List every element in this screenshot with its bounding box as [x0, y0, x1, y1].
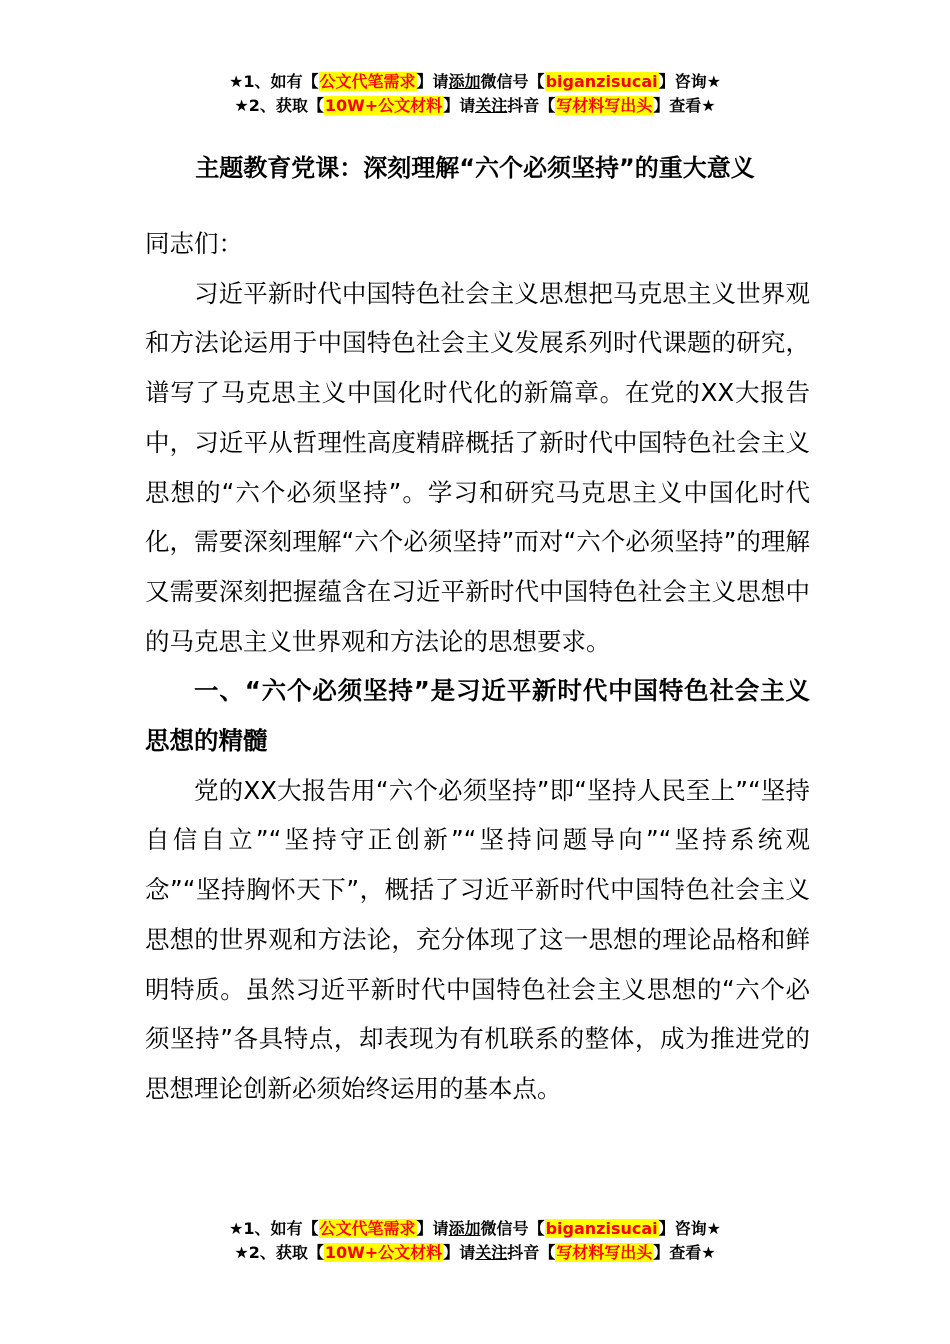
promo-highlight-wechat: biganzisucai — [545, 1219, 658, 1238]
promo-line-1 — [0, 1217, 950, 1241]
bottom-promo-banner — [0, 1217, 950, 1265]
promo-line-1-prefix: ★1、如有【 — [229, 1219, 319, 1238]
promo-line-1-text-2: 微信号【 — [480, 1219, 545, 1238]
promo-highlight-douyin: 写材料写出头 — [556, 1243, 653, 1262]
promo-line-1-text-2: 微信号【 — [480, 72, 545, 91]
promo-highlight-wechat: biganzisucai — [545, 72, 658, 91]
promo-highlight-service: 公文代笔需求 — [319, 72, 416, 91]
promo-line-2-prefix: ★2、获取【 — [234, 1243, 324, 1262]
promo-line-2-prefix: ★2、获取【 — [234, 96, 324, 115]
promo-line-1 — [0, 70, 950, 94]
promo-line-1-suffix: 】咨询★ — [658, 72, 721, 91]
promo-line-2-underline: 关注 — [475, 96, 508, 115]
section-heading-1: 一、“六个必须坚持”是习近平新时代中国特色社会主义思想的精髓 — [145, 676, 810, 756]
document-title: 主题教育党课：深刻理解“六个必须坚持”的重大意义 — [195, 154, 755, 182]
promo-line-1-prefix: ★1、如有【 — [229, 72, 319, 91]
promo-line-1-suffix: 】咨询★ — [658, 1219, 721, 1238]
promo-line-2-suffix: 】查看★ — [653, 96, 716, 115]
promo-highlight-douyin: 写材料写出头 — [556, 96, 653, 115]
promo-line-1-text: 】请 — [416, 72, 449, 91]
promo-line-2-text: 】请 — [443, 96, 476, 115]
document-body — [145, 219, 810, 1114]
promo-line-1-underline: 添加 — [448, 1219, 481, 1238]
top-promo-banner — [0, 70, 950, 118]
promo-line-2-text: 】请 — [443, 1243, 476, 1262]
promo-highlight-materials: 10W+公文材料 — [324, 1243, 443, 1262]
promo-highlight-materials: 10W+公文材料 — [324, 96, 443, 115]
promo-line-2-suffix: 】查看★ — [653, 1243, 716, 1262]
promo-line-1-text: 】请 — [416, 1219, 449, 1238]
promo-line-2 — [0, 1241, 950, 1265]
promo-line-2 — [0, 94, 950, 118]
promo-line-1-underline: 添加 — [448, 72, 481, 91]
promo-line-2-text-2: 抖音【 — [507, 96, 556, 115]
salutation: 同志们： — [145, 229, 243, 258]
paragraph-1: 习近平新时代中国特色社会主义思想把马克思主义世界观和方法论运用于中国特色社会主义发展系列时代课题的研究，谱写了马克思主义中国化时代化的新篇章。在党的XX大报告中，习近平从哲理性高度精辟概括了新时代中国特色社会主义思想的“六个必须坚持”。学习和研究马克思主义中国化时代化，需要深刻理解“六个必须坚持”而对“六个必须坚持”的理解又需要深刻把握蕴含在习近平新时代中国特色社会主义思想中的马克思主义世界观和方法论的思想要求。 — [145, 278, 810, 656]
promo-highlight-service: 公文代笔需求 — [319, 1219, 416, 1238]
promo-line-2-underline: 关注 — [475, 1243, 508, 1262]
promo-line-2-text-2: 抖音【 — [507, 1243, 556, 1262]
paragraph-2: 党的XX大报告用“六个必须坚持”即“坚持人民至上”“坚持自信自立”“坚持守正创新”“坚持问题导向”“坚持系统观念”“坚持胸怀天下”，概括了习近平新时代中国特色社会主义思想的世界观和方法论，充分体现了这一思想的理论品格和鲜明特质。虽然习近平新时代中国特色社会主义思想的“六个必须坚持”各具特点，却表现为有机联系的整体，成为推进党的思想理论创新必须始终运用的基本点。 — [145, 775, 810, 1103]
